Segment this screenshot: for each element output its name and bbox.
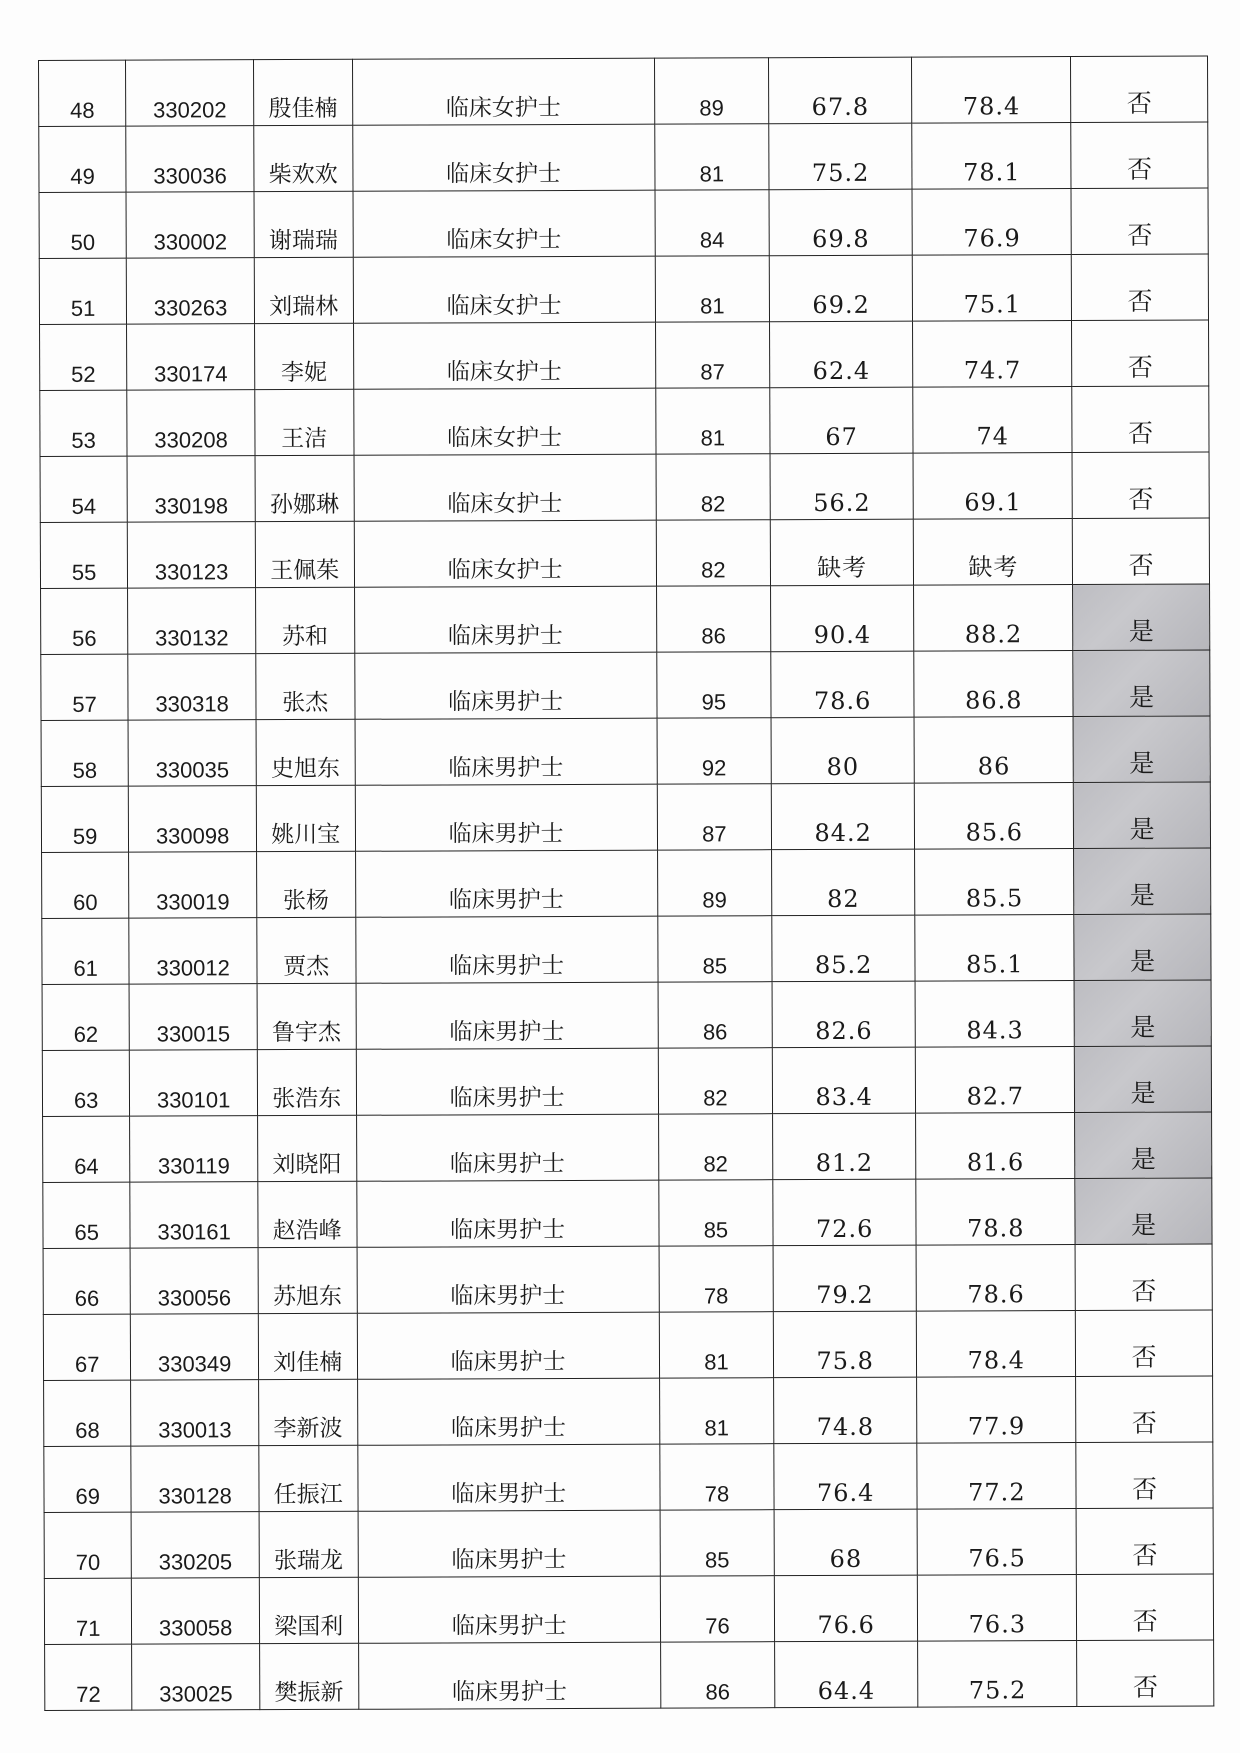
written-score-cell: 86 [658, 982, 772, 1048]
position-cell: 临床男护士 [358, 1642, 661, 1709]
interview-score-cell: 67 [770, 387, 914, 454]
total-score-cell: 85.1 [915, 915, 1074, 982]
exam-id-cell: 330132 [128, 588, 256, 654]
position-cell: 临床男护士 [354, 586, 657, 653]
total-score-cell: 84.3 [915, 981, 1074, 1048]
candidate-name-cell: 殷佳楠 [253, 59, 352, 125]
written-score-cell: 78 [659, 1246, 773, 1312]
table-row [39, 188, 1208, 258]
interview-score-cell: 64.4 [775, 1641, 919, 1708]
table-row [41, 650, 1210, 720]
candidate-name-cell: 王佩茱 [255, 521, 354, 587]
position-cell: 临床男护士 [356, 1180, 659, 1247]
interview-score-cell: 72.6 [773, 1179, 917, 1246]
candidate-name-cell: 谢瑞瑞 [254, 191, 353, 257]
table-row [43, 1112, 1212, 1182]
interview-score-cell: 75.2 [769, 123, 913, 190]
total-score-cell: 76.3 [918, 1575, 1077, 1642]
interview-score-cell: 缺考 [770, 519, 914, 586]
candidate-name-cell: 张瑞龙 [259, 1511, 358, 1577]
position-cell: 临床女护士 [352, 124, 655, 191]
candidate-name-cell: 刘晓阳 [258, 1115, 357, 1181]
table-row [43, 1310, 1212, 1380]
total-score-cell: 78.6 [916, 1245, 1075, 1312]
exam-id-cell: 330002 [126, 192, 254, 258]
total-score-cell: 75.2 [918, 1641, 1077, 1708]
interview-score-cell: 82 [772, 849, 916, 916]
qualified-flag-cell: 是 [1074, 980, 1211, 1047]
exam-id-cell: 330174 [127, 324, 255, 390]
table-row [43, 1244, 1212, 1314]
seq-number-cell: 69 [44, 1446, 132, 1512]
qualified-flag-cell: 否 [1076, 1376, 1213, 1443]
interview-score-cell: 80 [771, 717, 915, 784]
seq-number-cell: 66 [43, 1248, 131, 1314]
table-row [41, 782, 1210, 852]
table-row [44, 1574, 1213, 1644]
qualified-flag-cell: 否 [1076, 1508, 1213, 1575]
qualified-flag-cell: 是 [1075, 1178, 1212, 1245]
written-score-cell: 89 [657, 850, 771, 916]
results-table-body [39, 56, 1214, 1710]
total-score-cell: 76.5 [917, 1509, 1076, 1576]
written-score-cell: 87 [655, 322, 769, 388]
interview-score-cell: 74.8 [774, 1377, 918, 1444]
total-score-cell: 76.9 [912, 189, 1071, 256]
exam-id-cell: 330128 [131, 1446, 259, 1512]
candidate-name-cell: 史旭东 [256, 719, 355, 785]
candidate-name-cell: 任振江 [259, 1445, 358, 1511]
total-score-cell: 86.8 [914, 651, 1073, 718]
seq-number-cell: 64 [43, 1116, 131, 1182]
seq-number-cell: 62 [42, 984, 130, 1050]
table-row [40, 320, 1209, 390]
candidate-name-cell: 姚川宝 [256, 785, 355, 851]
position-cell: 临床男护士 [355, 916, 658, 983]
written-score-cell: 82 [658, 1114, 772, 1180]
table-row [39, 56, 1208, 126]
interview-score-cell: 67.8 [769, 57, 913, 124]
exam-id-cell: 330161 [130, 1182, 258, 1248]
written-score-cell: 95 [657, 652, 771, 718]
written-score-cell: 82 [656, 520, 770, 586]
written-score-cell: 86 [656, 586, 770, 652]
table-row [41, 716, 1210, 786]
position-cell: 临床男护士 [356, 1114, 659, 1181]
total-score-cell: 78.4 [912, 57, 1071, 124]
position-cell: 临床男护士 [357, 1312, 660, 1379]
seq-number-cell: 63 [42, 1050, 130, 1116]
total-score-cell: 88.2 [914, 585, 1073, 652]
seq-number-cell: 53 [40, 390, 128, 456]
interview-score-cell: 82.6 [772, 981, 916, 1048]
exam-id-cell: 330056 [130, 1248, 258, 1314]
exam-id-cell: 330098 [129, 786, 257, 852]
qualified-flag-cell: 是 [1073, 584, 1210, 651]
candidate-name-cell: 柴欢欢 [254, 125, 353, 191]
seq-number-cell: 67 [43, 1314, 131, 1380]
results-table [38, 56, 1214, 1711]
table-row [42, 848, 1211, 918]
exam-id-cell: 330013 [131, 1380, 259, 1446]
written-score-cell: 78 [660, 1444, 774, 1510]
candidate-name-cell: 张浩东 [257, 1049, 356, 1115]
seq-number-cell: 54 [40, 456, 128, 522]
total-score-cell: 85.5 [915, 849, 1074, 916]
written-score-cell: 82 [658, 1048, 772, 1114]
written-score-cell: 76 [660, 1576, 774, 1642]
exam-id-cell: 330058 [132, 1578, 260, 1644]
seq-number-cell: 56 [41, 588, 129, 654]
total-score-cell: 75.1 [913, 255, 1072, 322]
qualified-flag-cell: 否 [1072, 254, 1209, 321]
position-cell: 临床男护士 [358, 1510, 661, 1577]
table-row [40, 452, 1209, 522]
qualified-flag-cell: 是 [1075, 1112, 1212, 1179]
candidate-name-cell: 赵浩峰 [258, 1181, 357, 1247]
qualified-flag-cell: 否 [1076, 1442, 1213, 1509]
candidate-name-cell: 刘佳楠 [258, 1313, 357, 1379]
written-score-cell: 81 [659, 1312, 773, 1378]
interview-score-cell: 62.4 [770, 321, 914, 388]
written-score-cell: 85 [660, 1510, 774, 1576]
position-cell: 临床女护士 [354, 520, 657, 587]
written-score-cell: 89 [654, 58, 768, 124]
interview-score-cell: 83.4 [772, 1047, 916, 1114]
qualified-flag-cell: 否 [1077, 1640, 1214, 1707]
candidate-name-cell: 鲁宇杰 [257, 983, 356, 1049]
seq-number-cell: 60 [42, 852, 130, 918]
exam-id-cell: 330263 [127, 258, 255, 324]
position-cell: 临床女护士 [353, 322, 656, 389]
position-cell: 临床男护士 [356, 982, 659, 1049]
seq-number-cell: 48 [39, 60, 127, 126]
table-row [43, 1178, 1212, 1248]
table-row [42, 980, 1211, 1050]
exam-id-cell: 330205 [131, 1512, 259, 1578]
position-cell: 临床男护士 [355, 718, 658, 785]
exam-id-cell: 330208 [127, 390, 255, 456]
qualified-flag-cell: 是 [1074, 782, 1211, 849]
interview-score-cell: 68 [774, 1509, 918, 1576]
interview-score-cell: 81.2 [773, 1113, 917, 1180]
candidate-name-cell: 张杨 [257, 851, 356, 917]
total-score-cell: 78.1 [912, 123, 1071, 190]
interview-score-cell: 75.8 [773, 1311, 917, 1378]
total-score-cell: 77.9 [917, 1377, 1076, 1444]
candidate-name-cell: 李新波 [259, 1379, 358, 1445]
qualified-flag-cell: 否 [1071, 188, 1208, 255]
table-row [39, 122, 1208, 192]
candidate-name-cell: 苏旭东 [258, 1247, 357, 1313]
qualified-flag-cell: 否 [1071, 56, 1208, 123]
candidate-name-cell: 樊振新 [260, 1643, 359, 1709]
written-score-cell: 92 [657, 718, 771, 784]
total-score-cell: 81.6 [916, 1113, 1075, 1180]
qualified-flag-cell: 是 [1075, 1046, 1212, 1113]
candidate-name-cell: 刘瑞林 [254, 257, 353, 323]
qualified-flag-cell: 是 [1074, 914, 1211, 981]
exam-id-cell: 330101 [130, 1050, 258, 1116]
seq-number-cell: 71 [44, 1578, 132, 1644]
total-score-cell: 78.4 [917, 1311, 1076, 1378]
position-cell: 临床男护士 [358, 1576, 661, 1643]
total-score-cell: 85.6 [915, 783, 1074, 850]
seq-number-cell: 72 [45, 1644, 133, 1710]
total-score-cell: 82.7 [916, 1047, 1075, 1114]
position-cell: 临床男护士 [357, 1378, 660, 1445]
interview-score-cell: 85.2 [772, 915, 916, 982]
position-cell: 临床男护士 [355, 784, 658, 851]
candidate-name-cell: 张杰 [256, 653, 355, 719]
interview-score-cell: 56.2 [770, 453, 914, 520]
seq-number-cell: 58 [41, 720, 129, 786]
interview-score-cell: 69.8 [769, 189, 913, 256]
table-row [44, 1508, 1213, 1578]
qualified-flag-cell: 否 [1072, 386, 1209, 453]
qualified-flag-cell: 否 [1075, 1244, 1212, 1311]
qualified-flag-cell: 否 [1072, 320, 1209, 387]
written-score-cell: 86 [660, 1642, 774, 1708]
seq-number-cell: 57 [41, 654, 129, 720]
written-score-cell: 87 [657, 784, 771, 850]
seq-number-cell: 59 [41, 786, 129, 852]
candidate-name-cell: 王洁 [255, 389, 354, 455]
position-cell: 临床女护士 [352, 58, 655, 125]
seq-number-cell: 51 [39, 258, 127, 324]
exam-id-cell: 330318 [128, 654, 256, 720]
total-score-cell: 86 [914, 717, 1073, 784]
candidate-name-cell: 贾杰 [257, 917, 356, 983]
exam-id-cell: 330036 [126, 126, 254, 192]
seq-number-cell: 49 [39, 126, 127, 192]
table-row [40, 386, 1209, 456]
seq-number-cell: 52 [40, 324, 128, 390]
qualified-flag-cell: 否 [1073, 518, 1210, 585]
qualified-flag-cell: 否 [1077, 1574, 1214, 1641]
qualified-flag-cell: 否 [1072, 452, 1209, 519]
exam-id-cell: 330202 [126, 60, 254, 126]
candidate-name-cell: 苏和 [255, 587, 354, 653]
candidate-name-cell: 李妮 [254, 323, 353, 389]
written-score-cell: 85 [659, 1180, 773, 1246]
written-score-cell: 81 [655, 256, 769, 322]
table-row [42, 914, 1211, 984]
qualified-flag-cell: 否 [1076, 1310, 1213, 1377]
position-cell: 临床男护士 [357, 1246, 660, 1313]
total-score-cell: 缺考 [914, 519, 1073, 586]
written-score-cell: 85 [658, 916, 772, 982]
exam-id-cell: 330123 [128, 522, 256, 588]
exam-id-cell: 330025 [132, 1644, 260, 1710]
interview-score-cell: 76.4 [774, 1443, 918, 1510]
table-row [40, 518, 1209, 588]
position-cell: 临床男护士 [355, 850, 658, 917]
candidate-name-cell: 梁国利 [259, 1577, 358, 1643]
table-row [45, 1640, 1214, 1710]
interview-score-cell: 76.6 [774, 1575, 918, 1642]
exam-id-cell: 330035 [128, 720, 256, 786]
seq-number-cell: 65 [43, 1182, 131, 1248]
interview-score-cell: 69.2 [769, 255, 913, 322]
exam-id-cell: 330019 [129, 852, 257, 918]
interview-score-cell: 84.2 [771, 783, 915, 850]
written-score-cell: 81 [655, 124, 769, 190]
written-score-cell: 84 [655, 190, 769, 256]
position-cell: 临床男护士 [354, 652, 657, 719]
seq-number-cell: 61 [42, 918, 130, 984]
qualified-flag-cell: 是 [1074, 848, 1211, 915]
seq-number-cell: 68 [44, 1380, 132, 1446]
table-row [42, 1046, 1211, 1116]
exam-id-cell: 330349 [131, 1314, 259, 1380]
total-score-cell: 74 [913, 387, 1072, 454]
interview-score-cell: 90.4 [771, 585, 915, 652]
written-score-cell: 82 [656, 454, 770, 520]
seq-number-cell: 50 [39, 192, 127, 258]
qualified-flag-cell: 是 [1073, 716, 1210, 783]
exam-id-cell: 330119 [130, 1116, 258, 1182]
position-cell: 临床女护士 [353, 190, 656, 257]
total-score-cell: 74.7 [913, 321, 1072, 388]
total-score-cell: 69.1 [913, 453, 1072, 520]
interview-score-cell: 78.6 [771, 651, 915, 718]
exam-id-cell: 330198 [127, 456, 255, 522]
qualified-flag-cell: 是 [1073, 650, 1210, 717]
position-cell: 临床女护士 [354, 454, 657, 521]
position-cell: 临床女护士 [353, 256, 656, 323]
position-cell: 临床男护士 [357, 1444, 660, 1511]
exam-id-cell: 330012 [129, 918, 257, 984]
interview-score-cell: 79.2 [773, 1245, 917, 1312]
position-cell: 临床女护士 [353, 388, 656, 455]
candidate-name-cell: 孙娜琳 [255, 455, 354, 521]
table-row [39, 254, 1208, 324]
table-row [44, 1442, 1213, 1512]
seq-number-cell: 55 [40, 522, 128, 588]
total-score-cell: 77.2 [917, 1443, 1076, 1510]
written-score-cell: 81 [656, 388, 770, 454]
qualified-flag-cell: 否 [1071, 122, 1208, 189]
table-row [44, 1376, 1213, 1446]
position-cell: 临床男护士 [356, 1048, 659, 1115]
seq-number-cell: 70 [44, 1512, 132, 1578]
total-score-cell: 78.8 [916, 1179, 1075, 1246]
exam-id-cell: 330015 [129, 984, 257, 1050]
written-score-cell: 81 [659, 1378, 773, 1444]
table-row [41, 584, 1210, 654]
